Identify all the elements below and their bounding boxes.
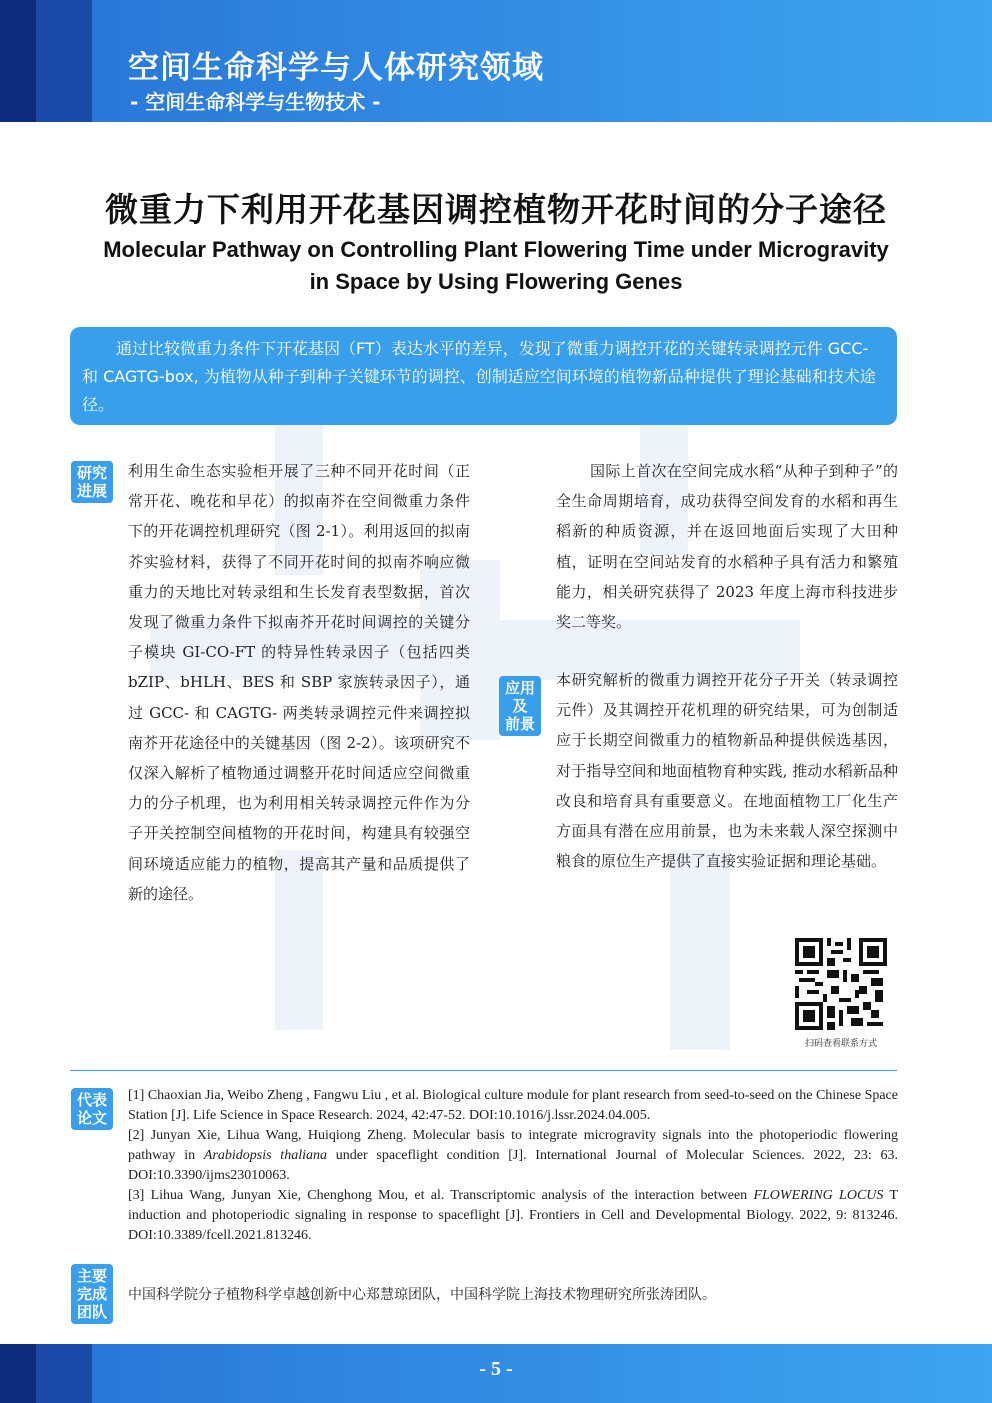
badge-line: 主要 — [76, 1267, 107, 1285]
header-band-mid-segment — [36, 0, 92, 122]
reference-item — [128, 1086, 898, 1126]
reference-text: [3] Lihua Wang, Junyan Xie, Chenghong Mou, et al. Transcriptomic analysis of the interaction between — [128, 1188, 754, 1203]
header-band-dark-segment — [0, 0, 36, 122]
badge-application — [499, 676, 541, 736]
summary-text: 通过比较微重力条件下开花基因（FT）表达水平的差异，发现了微重力调控开花的关键转录调控元件 GCC- 和 CAGTG-box, 为植物从种子到种子关键环节的调控、创制适应空间环境的植物新品种提供了理论基础和技术途径。 — [82, 339, 876, 414]
summary-box — [70, 327, 897, 425]
reference-item — [128, 1186, 898, 1246]
badge-papers — [71, 1088, 113, 1130]
section-divider — [70, 1070, 897, 1071]
reference-item — [128, 1126, 898, 1186]
badge-line: 研究 — [76, 464, 107, 482]
research-progress-text: 利用生命生态实验柜开展了三种不同开花时间（正常开花、晚花和早花）的拟南芥在空间微重力条件下的开花调控机理研究（图 2-1）。利用返回的拟南芥实验材料，获得了不同开花时间的拟南芥响应微重力的天地比对转录组和生长发育表型数据，首次发现了微重力条件下拟南芥开花时间调控的关键分子模块 GI-CO-FT 的特异性转录因子（包括四类 bZIP、bHLH、BES 和 SBP 家族转录因子），通过 GCC- 和 CAGTG- 两类转录调控元件来调控拟南芥开花途径中的关键基因（图 2-2）。该项研究不仅深入解析了植物通过调整开花时间适应空间微重力的分子机理，也为利用相关转录调控元件作为分子开关控制空间植物的开花时间，构建具有较强空间环境适应能力的植物，提高其产量和品质提供了新的途径。 — [128, 462, 470, 903]
badge-team — [71, 1264, 113, 1324]
reference-list — [128, 1086, 898, 1246]
page-number: - 5 - — [479, 1358, 513, 1380]
badge-line: 前景 — [504, 715, 535, 733]
rice-experiment-text: 国际上首次在空间完成水稻“从种子到种子”的全生命周期培育，成功获得空间发育的水稻和再生稻新的种质资源，并在返回地面后实现了大田种植，证明在空间站发育的水稻种子具有活力和繁殖能力，相关研究获得了 2023 年度上海市科技进步奖二等奖。 — [556, 462, 898, 632]
qr-caption: 扫码查看联系方式 — [804, 1039, 877, 1049]
reference-species-name: Arabidopsis thaliana — [203, 1148, 327, 1163]
section-subtitle: - 空间生命科学与生物技术 - — [130, 90, 381, 114]
badge-research-progress — [71, 461, 113, 503]
badge-line: 进展 — [76, 482, 107, 500]
qr-code-icon — [795, 938, 887, 1030]
badge-line: 团队 — [76, 1303, 107, 1321]
badge-line: 完成 — [76, 1285, 107, 1303]
badge-line: 应用 — [504, 679, 535, 697]
application-text: 本研究解析的微重力调控开花分子开关（转录调控元件）及其调控开花机理的研究结果，可为创制适应于长期空间微重力的植物新品种提供候选基因，对于指导空间和地面植物育种实践, 推动水稻新品种改良和培育具有重要意义。在地面植物工厂化生产方面具有潜在应用前景，也为未来载人深空探测中粮食的原位生产提供了直接实验证据和理论基础。 — [556, 671, 898, 871]
section-title: 空间生命科学与人体研究领域 — [128, 50, 544, 86]
badge-line: 论文 — [76, 1109, 107, 1127]
reference-text: T induction and photoperiodic signaling in response to spaceflight [J]. Frontiers in Cell and Developmental Biology. 2022, 9: 813246. DOI:10.3389/fcell.2021.813246. — [128, 1188, 898, 1243]
reference-text: [2] Junyan Xie, Lihua Wang, Huiqiong Zheng. Molecular basis to integrate microgravity signals into the photoperiodic flowering pathway in — [128, 1128, 898, 1163]
article-title-cn: 微重力下利用开花基因调控植物开花时间的分子途径 — [105, 190, 887, 229]
article-title-en: Molecular Pathway on Controlling Plant Flowering Time under Microgravity in Space by Using Flowering Genes — [103, 237, 889, 294]
qr-code[interactable] — [795, 938, 887, 1034]
badge-line: 及 — [512, 697, 528, 715]
team-text: 中国科学院分子植物科学卓越创新中心郑慧琼团队，中国科学院上海技术物理研究所张涛团队。 — [128, 1287, 716, 1303]
reference-text: under spaceflight condition [J]. International Journal of Molecular Sciences. 2022, 23: 63. DOI:10.3390/ijms23010063. — [128, 1148, 898, 1183]
reference-gene-name: FLOWERING LOCUS — [753, 1188, 884, 1203]
badge-line: 代表 — [76, 1091, 107, 1109]
reference-text: [1] Chaoxian Jia, Weibo Zheng , Fangwu Liu , et al. Biological culture module for plant research from seed-to-seed on the Chinese Space Station [J]. Life Science in Space Research. 2024, 42:47-52. DOI:10.1016/j.lssr.2024.04.005. — [128, 1088, 898, 1123]
solar-panel-shape — [670, 850, 730, 1050]
